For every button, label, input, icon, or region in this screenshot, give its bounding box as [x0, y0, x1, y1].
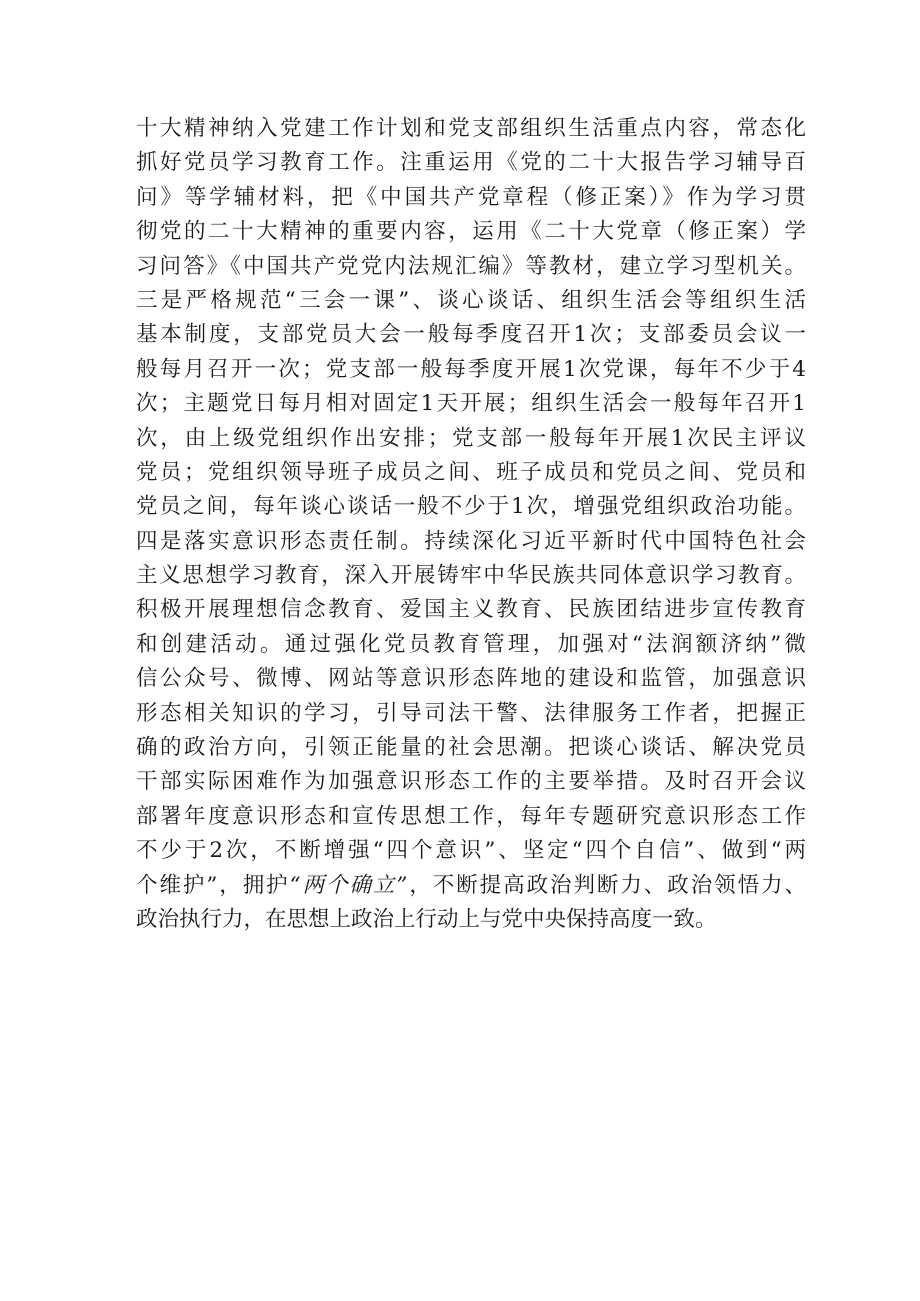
text-line: 部署年度意识形态和宣传思想工作，每年专题研究意识形态工作 [136, 803, 806, 829]
text-line [136, 869, 806, 903]
text-line: 三是严格规范“三会一课”、谈心谈话、组织生活会等组织生活 [136, 287, 806, 313]
text-segment: 个维护”，拥护 [136, 872, 290, 898]
text-line: 次，由上级党组织作出安排；党支部一般每年开展1次民主评议 [136, 425, 806, 451]
text-segment: ，不断提高政治判断力、政治领悟力、 [407, 872, 806, 898]
text-line: 次；主题党日每月相对固定1天开展；组织生活会一般每年召开1 [136, 391, 806, 417]
text-line: 彻党的二十大精神的重要内容，运用《二十大党章（修正案）学 [136, 219, 806, 245]
text-line-last: 政治执行力，在思想上政治上行动上与党中央保持高度一致。 [136, 906, 717, 932]
text-line: 般每月召开一次；党支部一般每季度开展1次党课，每年不少于4 [136, 356, 806, 382]
text-line: 习问答》《中国共产党党内法规汇编》等教材，建立学习型机关。 [136, 253, 806, 279]
text-line: 干部实际困难作为加强意识形态工作的主要举措。及时召开会议 [136, 769, 806, 795]
text-line: 形态相关知识的学习，引导司法干警、法律服务工作者，把握正 [136, 700, 806, 726]
text-line: 信公众号、微博、网站等意识形态阵地的建设和监管，加强意识 [136, 666, 806, 692]
text-line: 基本制度，支部党员大会一般每季度召开1次；支部委员会议一 [136, 322, 806, 348]
text-line: 党员之间，每年谈心谈话一般不少于1次，增强党组织政治功能。 [136, 494, 806, 520]
body-paragraph [136, 112, 806, 937]
text-line: 抓好党员学习教育工作。注重运用《党的二十大报告学习辅导百 [136, 150, 806, 176]
text-line: 问》等学辅材料，把《中国共产党章程（修正案）》作为学习贯 [136, 184, 806, 210]
text-line: 确的政治方向，引领正能量的社会思潮。把谈心谈话、解决党员 [136, 735, 806, 761]
text-line: 党员；党组织领导班子成员之间、班子成员和党员之间、党员和 [136, 459, 806, 485]
text-line: 积极开展理想信念教育、爱国主义教育、民族团结进步宣传教育 [136, 597, 806, 623]
text-line: 四是落实意识形态责任制。持续深化习近平新时代中国特色社会 [136, 528, 806, 554]
text-line: 和创建活动。通过强化党员教育管理，加强对“法润额济纳”微 [136, 631, 806, 657]
text-line: 主义思想学习教育，深入开展铸牢中华民族共同体意识学习教育。 [136, 563, 806, 589]
text-line: 不少于2次，不断增强“四个意识”、坚定“四个自信”、做到“两 [136, 838, 806, 864]
text-line: 十大精神纳入党建工作计划和党支部组织生活重点内容，常态化 [136, 116, 806, 141]
emphasis-text: “两个确立” [289, 872, 408, 898]
